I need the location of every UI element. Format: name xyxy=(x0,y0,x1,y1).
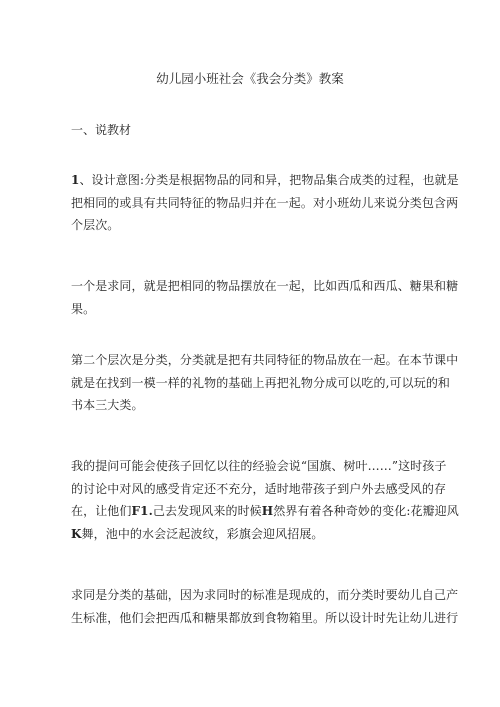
paragraph-questioning xyxy=(71,455,459,545)
paragraph-line: 第二个层次是分类，分类就是把有共同特征的物品放在一起。在本节课中 xyxy=(71,353,459,367)
bold-latin-fragment: K xyxy=(71,526,82,541)
paragraph-line: 生标准，他们会把西瓜和糖果都放到食物箱里。所以设计时先让幼儿进行 xyxy=(71,610,459,625)
paragraph-line: 果。 xyxy=(71,301,96,316)
bold-latin-fragment: F1. xyxy=(131,504,153,518)
text-fragment: 舞，池中的水会泛起波纹，彩旗会迎风招展。 xyxy=(81,526,324,541)
paragraph-line: 求同是分类的基础，因为求同时的标准是现成的，而分类时要幼儿自己产 xyxy=(71,588,459,602)
paragraph-line xyxy=(71,523,431,546)
text-fragment: 己去发现风来的时候 xyxy=(152,504,262,518)
paragraph-line: 就是在找到一模一样的礼物的基础上再把礼物分成可以吃的,可以玩的和 xyxy=(71,375,451,390)
paragraph-first-level xyxy=(71,275,459,320)
paragraph-design-intent xyxy=(71,169,459,237)
text-fragment: 然界有着各种奇妙的变化:花瓣迎风 xyxy=(273,504,459,518)
paragraph-line: 书本三大类。 xyxy=(71,398,144,412)
bold-latin-fragment: H xyxy=(261,504,274,518)
paragraph-line: 我的提问可能会使孩子回忆以往的经验会说“国旗、树叶……”这时孩子 xyxy=(71,459,447,473)
section-heading: 一、说教材 xyxy=(71,123,132,137)
paragraph-second-level xyxy=(71,349,459,417)
paragraph-line: 个层次。 xyxy=(71,218,120,232)
paragraph-line xyxy=(71,169,459,192)
document-title: 幼儿园小班社会《我会分类》教案 xyxy=(156,71,344,86)
paragraph-seek-same xyxy=(71,584,459,629)
paragraph-line xyxy=(71,500,459,523)
text-fragment: 在，让他们 xyxy=(71,504,132,518)
paragraph-line: 一个是求同，就是把相同的物品摆放在一起，比如西瓜和西瓜、糖果和糖 xyxy=(71,279,459,293)
paragraph-line-text: 、设计意图:分类是根据物品的同和异，把物品集合成类的过程，也就是 xyxy=(79,173,459,187)
paragraph-number: 1 xyxy=(71,173,80,187)
paragraph-line: 把相同的或具有共同特征的物品归并在一起。对小班幼儿来说分类包含两 xyxy=(71,195,459,210)
paragraph-line: 的讨论中对风的感受肯定还不充分，适时地带孩子到户外去感受风的存 xyxy=(71,481,447,496)
